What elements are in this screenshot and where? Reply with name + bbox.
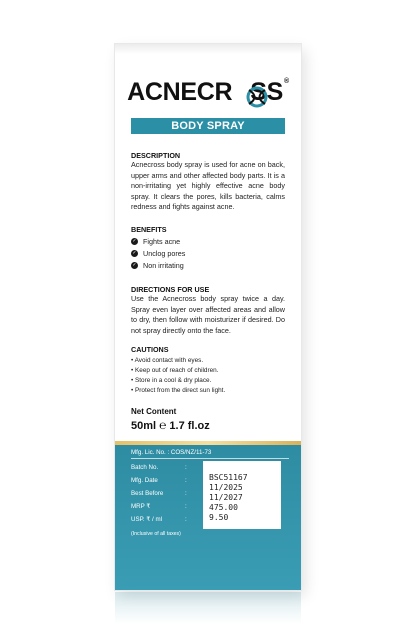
- best-before-value: 11/2027: [209, 493, 243, 502]
- usp-label: USP. ₹ / ml: [131, 516, 162, 523]
- tax-note: (Inclusive of all taxes): [131, 531, 181, 537]
- batch-print-box: [203, 461, 281, 529]
- net-content-label: Net Content: [131, 407, 177, 416]
- estimated-sign-icon: ℮: [159, 418, 167, 432]
- caution-item: • Protect from the direct sun light.: [131, 387, 226, 394]
- benefit-item: [131, 249, 185, 258]
- description-heading: DESCRIPTION: [131, 151, 181, 160]
- box-reflection: [115, 592, 301, 624]
- trademark-symbol: ®: [284, 78, 289, 85]
- mrp-colon: :: [185, 503, 187, 510]
- directions-heading: DIRECTIONS FOR USE: [131, 285, 210, 294]
- caution-item: • Store in a cool & dry place.: [131, 377, 212, 384]
- product-name-band: BODY SPRAY: [131, 118, 285, 134]
- brand-name-part2: SS: [250, 78, 284, 106]
- net-content-value: [131, 418, 210, 432]
- batch-label: Batch No.: [131, 464, 159, 471]
- benefit-label: Non irritating: [143, 261, 184, 270]
- license-divider: [131, 458, 289, 459]
- best-before-colon: :: [185, 490, 187, 497]
- product-box: [115, 44, 301, 590]
- brand-name-part1: ACNECR: [127, 78, 233, 106]
- usp-value: 9.50: [209, 513, 229, 522]
- benefit-label: Unclog pores: [143, 249, 186, 258]
- directions-text: Use the Acnecross body spray twice a day. Spray even layer over affected areas and allow to dry, then follow with moisturizer if desired. Do not spray directly onto the face.: [131, 294, 285, 335]
- mfg-date-colon: :: [185, 477, 187, 484]
- license-number: Mfg. Lic. No. : COS/NZ/11-73: [131, 449, 212, 456]
- description-text: Acnecross body spray is used for acne on back, upper arms and other affected body parts. It is a non-irritating yet highly effective acne body spray. It clears the pores, kills bacteria, calms redness and fights against acne.: [131, 160, 285, 212]
- caution-item: • Keep out of reach of children.: [131, 367, 219, 374]
- check-icon: ✓: [132, 238, 137, 244]
- check-icon: ✓: [132, 262, 137, 268]
- cautions-heading: CAUTIONS: [131, 345, 169, 354]
- mrp-value: 475.00: [209, 503, 238, 512]
- net-content-floz: 1.7 fl.oz: [169, 420, 210, 432]
- benefit-item: [131, 261, 184, 270]
- net-content-ml: 50ml: [131, 420, 157, 432]
- logo-o-icon: [240, 80, 274, 114]
- check-icon: ✓: [132, 250, 137, 256]
- caution-item: • Avoid contact with eyes.: [131, 357, 204, 364]
- best-before-label: Best Before: [131, 490, 164, 497]
- benefits-heading: BENEFITS: [131, 225, 167, 234]
- mrp-label: MRP ₹: [131, 503, 151, 510]
- usp-colon: :: [185, 516, 187, 523]
- batch-number-value: BSC51167: [209, 473, 248, 482]
- benefit-item: [131, 237, 180, 246]
- box-lid-shade: [115, 44, 301, 54]
- benefit-label: Fights acne: [143, 237, 181, 246]
- batch-colon: :: [185, 464, 187, 471]
- mfg-date-label: Mfg. Date: [131, 477, 158, 484]
- mfg-date-value: 11/2025: [209, 483, 243, 492]
